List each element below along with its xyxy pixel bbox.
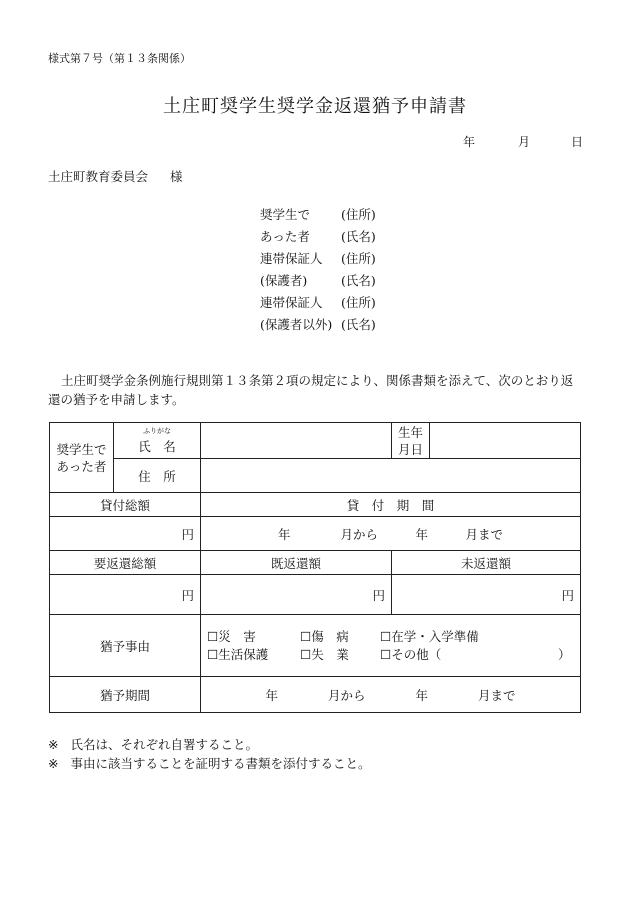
address-label: 住 所 [114, 459, 201, 493]
date-year: 年 [463, 135, 476, 149]
note-mark: ※ [48, 737, 59, 752]
reason-school-checkbox[interactable]: ☐在学・入学準備 [380, 628, 479, 644]
reason-other-checkbox[interactable]: ☐その他（ [380, 646, 442, 662]
note-text: 氏名は、それぞれ自署すること。 [70, 737, 258, 752]
birthdate-input[interactable] [430, 423, 581, 459]
signatory-label: 連帯保証人 [260, 251, 323, 266]
repaid-label: 既返還額 [201, 551, 392, 575]
addressee [48, 167, 183, 185]
date-month: 月 [518, 135, 531, 149]
birthdate-label-text: 生年 月日 [397, 424, 423, 457]
signatory-field[interactable]: (住所) [341, 207, 376, 222]
repay-total-input[interactable]: 円 [50, 575, 201, 615]
note-mark: ※ [48, 756, 59, 771]
reason-other-close: ） [558, 646, 571, 662]
reason-options [201, 615, 581, 677]
reason-welfare-checkbox[interactable]: ☐生活保護 [207, 646, 269, 662]
name-input[interactable] [201, 423, 392, 459]
loan-total-input[interactable]: 円 [50, 517, 201, 551]
signatory-label: 連帯保証人 [260, 295, 323, 310]
student-header-text: 奨学生で あった者 [56, 441, 107, 474]
name-label: 氏 名 [138, 439, 176, 454]
addressee-name: 土庄町教育委員会 [48, 169, 149, 184]
reason-illness-checkbox[interactable]: ☐傷 病 [300, 628, 349, 644]
reason-disaster-checkbox[interactable]: ☐災 害 [207, 628, 256, 644]
application-table [49, 422, 581, 713]
furigana-label: ふりがな [143, 427, 171, 435]
signatory-field[interactable]: (住所) [341, 251, 376, 266]
signatory-label: (保護者以外) [260, 317, 333, 332]
loan-period-label: 貸 付 期 間 [201, 493, 581, 517]
signatory-field[interactable]: (住所) [341, 295, 376, 310]
unpaid-input[interactable]: 円 [392, 575, 581, 615]
signatory-field[interactable]: (氏名) [341, 273, 376, 288]
signatory-label: 奨学生で [260, 207, 311, 222]
signatory-field[interactable]: (氏名) [341, 317, 376, 332]
signatory-label: あった者 [260, 229, 310, 244]
reason-label: 猶予事由 [50, 615, 201, 677]
repay-total-label: 要返還総額 [50, 551, 201, 575]
form-number: 様式第７号（第１３条関係） [48, 52, 191, 65]
date-day: 日 [571, 135, 584, 149]
signatory-field[interactable]: (氏名) [341, 229, 376, 244]
application-statement: 土庄町奨学金条例施行規則第１３条第２項の規定により、関係書類を添えて、次のとおり返還の猶予を申請します。 [48, 373, 574, 407]
note-item [48, 735, 371, 754]
student-header [50, 423, 114, 493]
loan-total-label: 貸付総額 [50, 493, 201, 517]
reason-unemployment-checkbox[interactable]: ☐失 業 [300, 646, 349, 662]
addressee-honorific: 様 [170, 169, 183, 184]
repaid-input[interactable]: 円 [201, 575, 392, 615]
birthdate-label [392, 423, 430, 459]
deferral-period-input[interactable]: 年 月から 年 月まで [201, 677, 581, 713]
note-text: 事由に該当することを証明する書類を添付すること。 [70, 756, 371, 771]
unpaid-label: 未返還額 [392, 551, 581, 575]
name-label-cell [114, 423, 201, 459]
deferral-label: 猶予期間 [50, 677, 201, 713]
signatory-label: (保護者) [260, 273, 308, 288]
loan-period-input[interactable]: 年 月から 年 月まで [201, 517, 581, 551]
address-input[interactable] [201, 459, 581, 493]
page-title: 土庄町奨学生奨学金返還猶予申請書 [163, 96, 467, 117]
note-item [48, 754, 371, 773]
notes [48, 735, 371, 773]
